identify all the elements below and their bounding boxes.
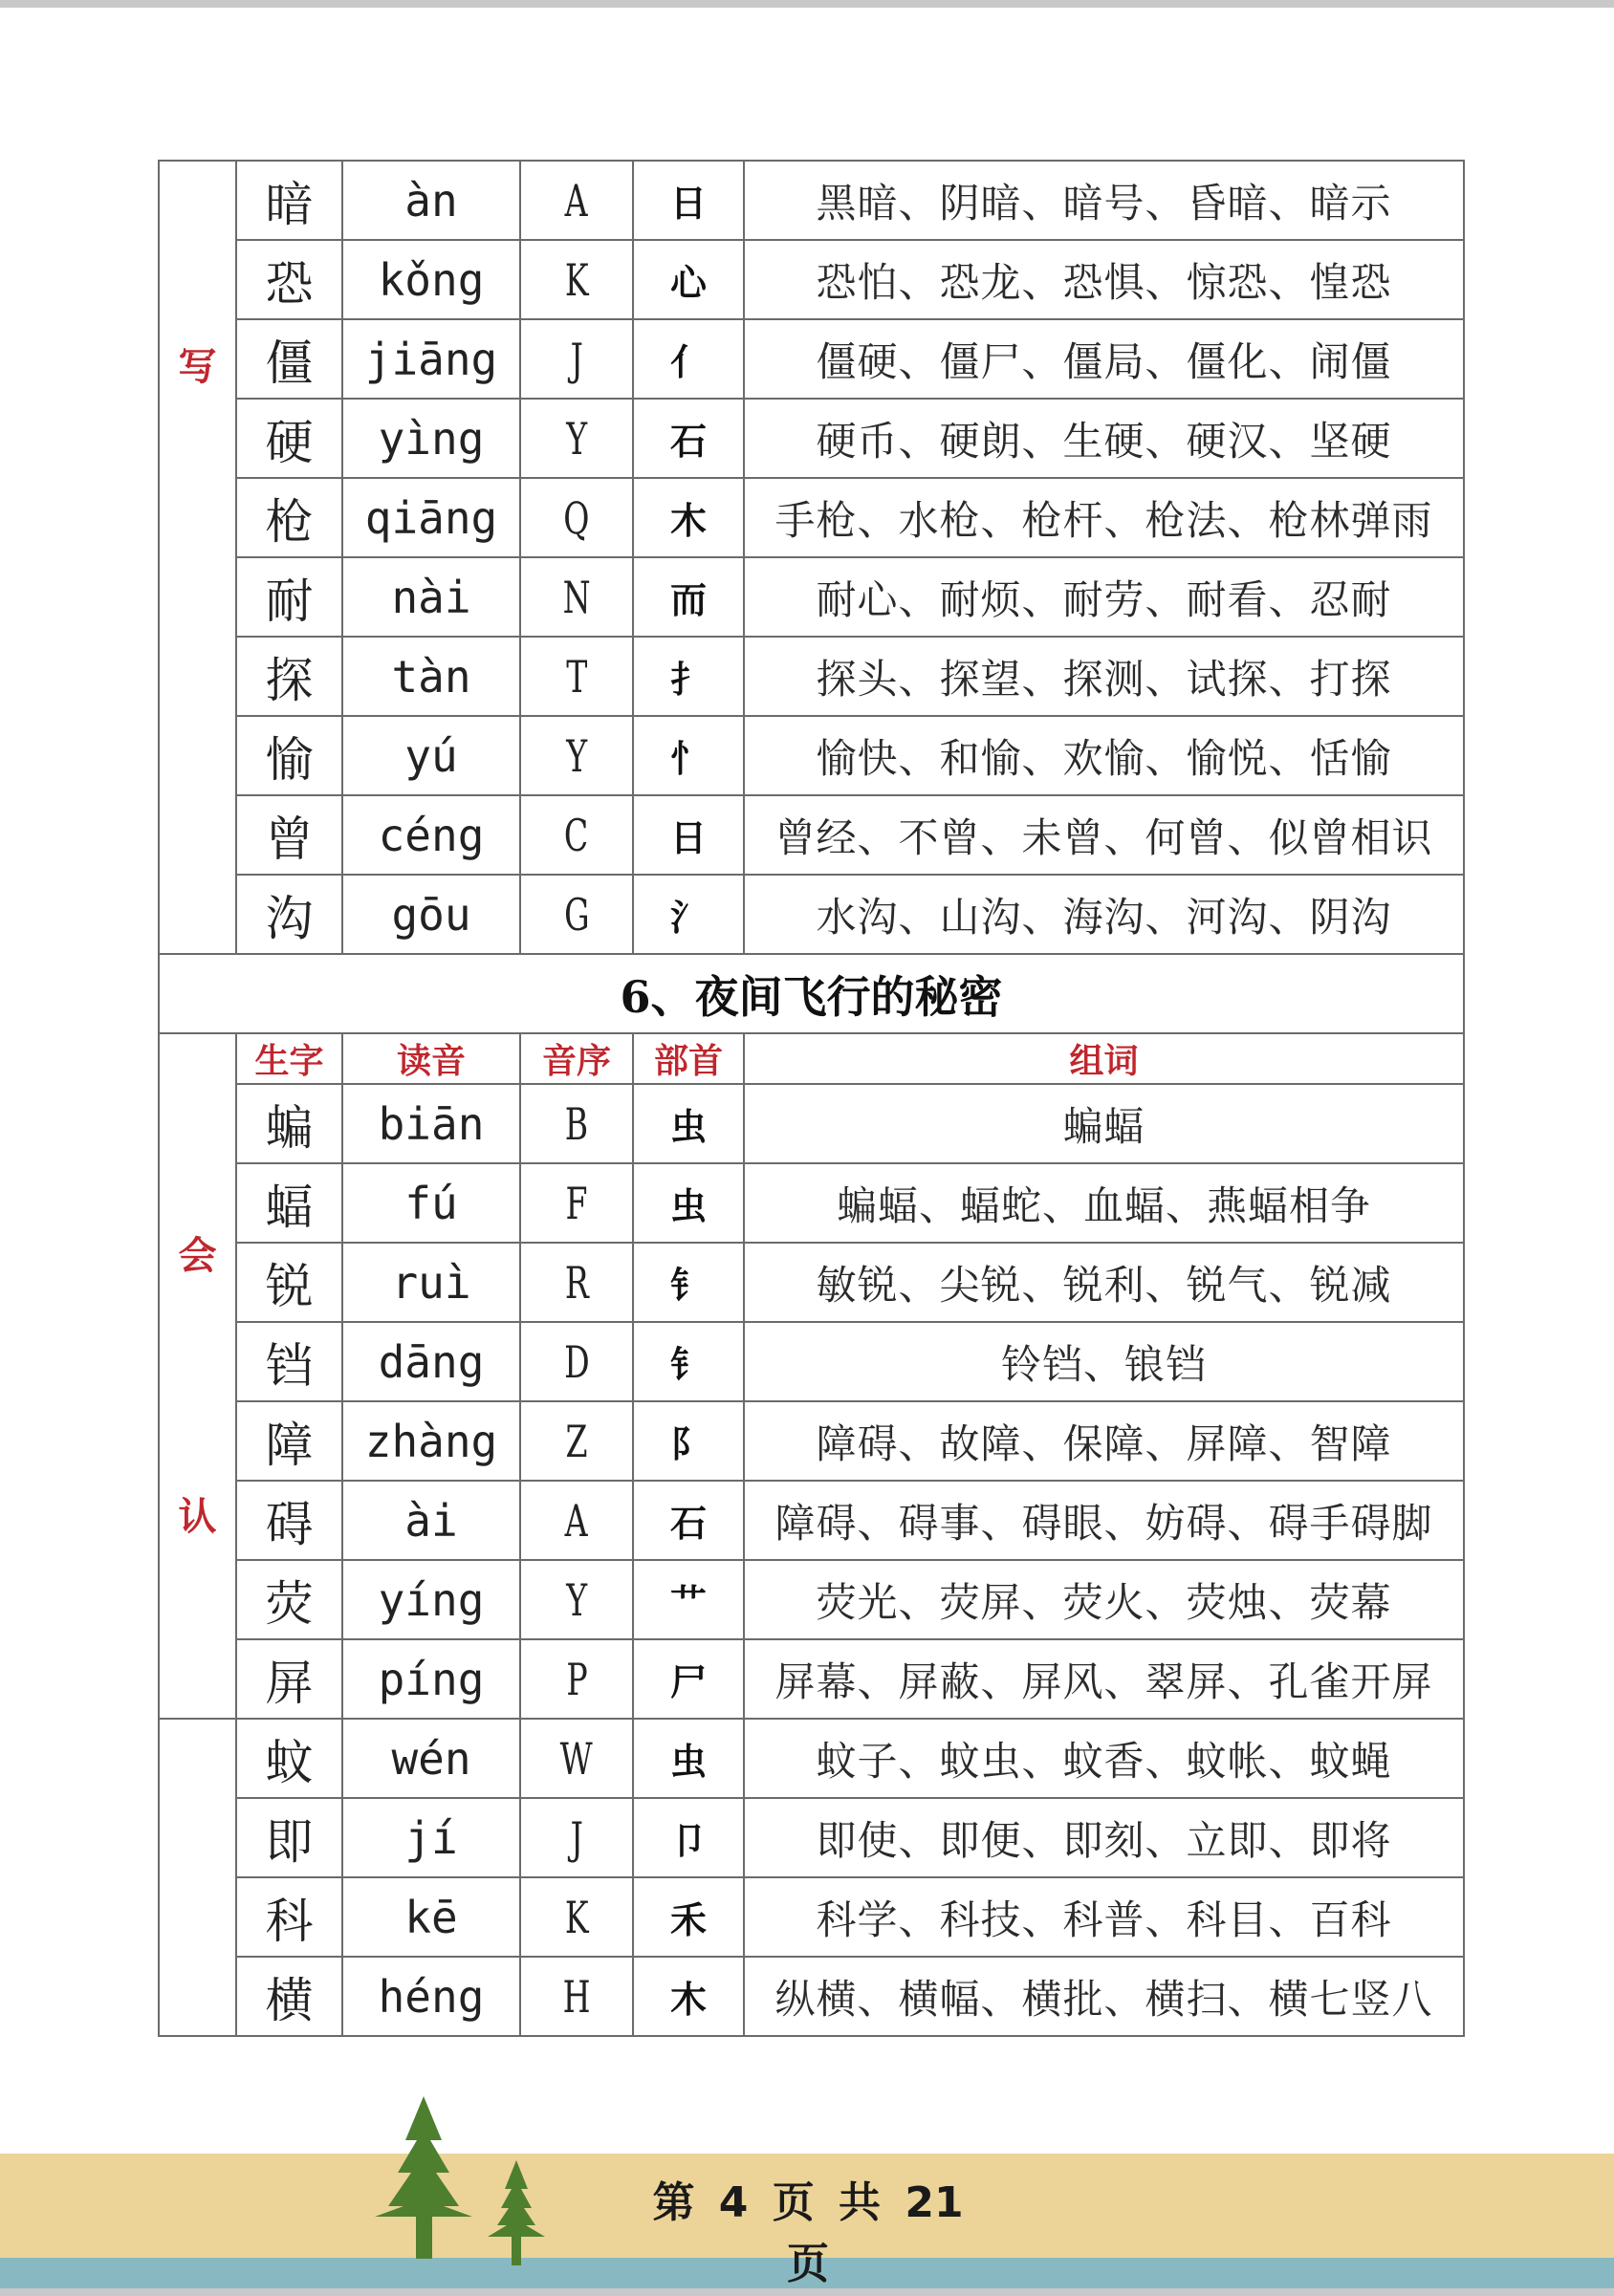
radical-cell: 木 [633, 478, 744, 557]
vocabulary-table [158, 160, 1465, 2037]
radical-cell: 虫 [633, 1163, 744, 1243]
character-cell: 即 [236, 1798, 342, 1877]
pinyin-cell: héng [342, 1957, 520, 2036]
pinyin-cell: ài [342, 1481, 520, 1560]
phonetic-order-cell [520, 1163, 633, 1243]
word-group-cell: 硬币、硬朗、生硬、硬汉、坚硬 [744, 399, 1464, 478]
page-number-label: 第 4 页 共 21 页 [652, 2178, 964, 2288]
radical-cell: 石 [633, 399, 744, 478]
character-cell: 沟 [236, 875, 342, 954]
table-row [159, 240, 1464, 319]
word-group-cell: 愉快、和愉、欢愉、愉悦、恬愉 [744, 716, 1464, 795]
table-row [159, 1481, 1464, 1560]
radical-cell: 木 [633, 1957, 744, 2036]
radical-cell: 阝 [633, 1401, 744, 1481]
table-row [159, 161, 1464, 240]
table-row [159, 1639, 1464, 1719]
order-letter: Y [566, 729, 587, 782]
word-group-cell: 恐怕、恐龙、恐惧、惊恐、惶恐 [744, 240, 1464, 319]
word-group-cell: 手枪、水枪、枪杆、枪法、枪林弹雨 [744, 478, 1464, 557]
table-row [159, 1322, 1464, 1401]
column-header-char: 生字 [236, 1033, 342, 1084]
phonetic-order-cell [520, 161, 633, 240]
character-cell: 耐 [236, 557, 342, 637]
phonetic-order-cell [520, 1084, 633, 1163]
phonetic-order-cell [520, 399, 633, 478]
order-letter: K [564, 1891, 589, 1943]
group-label-cell [159, 1719, 236, 2036]
character-cell: 碍 [236, 1481, 342, 1560]
character-cell: 硬 [236, 399, 342, 478]
phonetic-order-cell [520, 1957, 633, 2036]
order-letter: A [565, 174, 588, 227]
character-cell: 屏 [236, 1639, 342, 1719]
phonetic-order-cell [520, 319, 633, 399]
table-row [159, 1401, 1464, 1481]
word-group-cell: 屏幕、屏蔽、屏风、翠屏、孔雀开屏 [744, 1639, 1464, 1719]
phonetic-order-cell [520, 557, 633, 637]
character-cell: 暗 [236, 161, 342, 240]
table-row [159, 319, 1464, 399]
pinyin-cell: jiāng [342, 319, 520, 399]
radical-cell: 虫 [633, 1084, 744, 1163]
pinyin-cell: jí [342, 1798, 520, 1877]
phonetic-order-cell [520, 1719, 633, 1798]
character-cell: 枪 [236, 478, 342, 557]
group-label-write: 写 [178, 345, 217, 389]
radical-cell: 卩 [633, 1798, 744, 1877]
word-group-cell: 科学、科技、科普、科目、百科 [744, 1877, 1464, 1957]
phonetic-order-cell [520, 795, 633, 875]
pinyin-cell: céng [342, 795, 520, 875]
phonetic-order-cell [520, 478, 633, 557]
word-group-cell: 耐心、耐烦、耐劳、耐看、忍耐 [744, 557, 1464, 637]
pinyin-cell: tàn [342, 637, 520, 716]
order-letter: J [570, 1811, 583, 1864]
order-letter: W [559, 1732, 594, 1785]
phonetic-order-cell [520, 1877, 633, 1957]
word-group-cell: 障碍、碍事、碍眼、妨碍、碍手碍脚 [744, 1481, 1464, 1560]
radical-cell: 禾 [633, 1877, 744, 1957]
character-cell: 蝠 [236, 1163, 342, 1243]
phonetic-order-cell [520, 1639, 633, 1719]
pine-tree-small-icon [486, 2160, 547, 2267]
group-label-recognize-2: 认 [178, 1495, 217, 1539]
word-group-cell: 僵硬、僵尸、僵局、僵化、闹僵 [744, 319, 1464, 399]
pine-tree-large-icon [373, 2096, 474, 2261]
order-letter: F [565, 1177, 588, 1229]
character-cell: 锐 [236, 1243, 342, 1322]
phonetic-order-cell [520, 1798, 633, 1877]
pinyin-cell: wén [342, 1719, 520, 1798]
character-cell: 荧 [236, 1560, 342, 1639]
phonetic-order-cell [520, 1322, 633, 1401]
phonetic-order-cell [520, 1481, 633, 1560]
table-row [159, 1957, 1464, 2036]
pinyin-cell: zhàng [342, 1401, 520, 1481]
word-group-cell: 曾经、不曾、未曾、何曾、似曾相识 [744, 795, 1464, 875]
character-cell: 障 [236, 1401, 342, 1481]
radical-cell: 钅 [633, 1322, 744, 1401]
group-label-cell [159, 161, 236, 954]
word-group-cell: 蚊子、蚊虫、蚊香、蚊帐、蚊蝇 [744, 1719, 1464, 1798]
group-label-cell [159, 1033, 236, 1719]
table-row [159, 1877, 1464, 1957]
character-cell: 愉 [236, 716, 342, 795]
phonetic-order-cell [520, 240, 633, 319]
order-letter: B [564, 1097, 589, 1150]
pinyin-cell: yìng [342, 399, 520, 478]
radical-cell: 尸 [633, 1639, 744, 1719]
radical-cell: 钅 [633, 1243, 744, 1322]
order-letter: N [562, 571, 591, 623]
order-letter: K [564, 253, 589, 306]
table-row [159, 1243, 1464, 1322]
order-letter: J [570, 333, 583, 385]
phonetic-order-cell [520, 1401, 633, 1481]
phonetic-order-cell [520, 716, 633, 795]
top-gray-bar [0, 0, 1614, 8]
character-cell: 曾 [236, 795, 342, 875]
order-letter: A [565, 1494, 588, 1547]
table-row [159, 399, 1464, 478]
character-cell: 科 [236, 1877, 342, 1957]
word-group-cell: 纵横、横幅、横批、横扫、横七竖八 [744, 1957, 1464, 2036]
radical-cell: 虫 [633, 1719, 744, 1798]
pinyin-cell: kē [342, 1877, 520, 1957]
column-header-order: 音序 [520, 1033, 633, 1084]
word-group-cell: 黑暗、阴暗、暗号、昏暗、暗示 [744, 161, 1464, 240]
column-header-words: 组词 [744, 1033, 1464, 1084]
character-cell: 蚊 [236, 1719, 342, 1798]
pinyin-cell: biān [342, 1084, 520, 1163]
radical-cell: 日 [633, 795, 744, 875]
character-cell: 恐 [236, 240, 342, 319]
word-group-cell: 铃铛、锒铛 [744, 1322, 1464, 1401]
word-group-cell: 蝙蝠、蝠蛇、血蝠、燕蝠相争 [744, 1163, 1464, 1243]
order-letter: C [564, 809, 589, 861]
order-letter: R [564, 1256, 589, 1309]
phonetic-order-cell [520, 875, 633, 954]
lesson-title-row [159, 954, 1464, 1033]
table-row [159, 716, 1464, 795]
table-row [159, 1163, 1464, 1243]
radical-cell: 心 [633, 240, 744, 319]
table-row [159, 1798, 1464, 1877]
word-group-cell: 即使、即便、即刻、立即、即将 [744, 1798, 1464, 1877]
column-header-pinyin: 读音 [342, 1033, 520, 1084]
radical-cell: 石 [633, 1481, 744, 1560]
order-letter: H [562, 1970, 591, 2023]
phonetic-order-cell [520, 1243, 633, 1322]
group-label-recognize-1: 会 [178, 1234, 217, 1278]
pinyin-cell: fú [342, 1163, 520, 1243]
table-row [159, 1084, 1464, 1163]
pinyin-cell: nài [342, 557, 520, 637]
radical-cell: 忄 [633, 716, 744, 795]
table-row [159, 478, 1464, 557]
order-letter: Y [566, 1573, 587, 1626]
radical-cell: 亻 [633, 319, 744, 399]
pinyin-cell: yú [342, 716, 520, 795]
column-header-row [159, 1033, 1464, 1084]
pinyin-cell: ruì [342, 1243, 520, 1322]
pinyin-cell: píng [342, 1639, 520, 1719]
word-group-cell: 蝙蝠 [744, 1084, 1464, 1163]
word-group-cell: 障碍、故障、保障、屏障、智障 [744, 1401, 1464, 1481]
table-row [159, 637, 1464, 716]
table-row [159, 557, 1464, 637]
table-row [159, 795, 1464, 875]
radical-cell: 而 [633, 557, 744, 637]
phonetic-order-cell [520, 637, 633, 716]
pinyin-cell: àn [342, 161, 520, 240]
pinyin-cell: kǒng [342, 240, 520, 319]
column-header-radical: 部首 [633, 1033, 744, 1084]
lesson-title: 6、夜间飞行的秘密 [159, 954, 1464, 1033]
radical-cell: 扌 [633, 637, 744, 716]
order-letter: D [563, 1335, 590, 1388]
order-letter: T [565, 650, 588, 703]
table-row [159, 875, 1464, 954]
character-cell: 横 [236, 1957, 342, 2036]
table-row [159, 1560, 1464, 1639]
order-letter: Y [566, 412, 587, 465]
order-letter: Z [565, 1415, 588, 1467]
character-cell: 蝙 [236, 1084, 342, 1163]
word-group-cell: 荧光、荧屏、荧火、荧烛、荧幕 [744, 1560, 1464, 1639]
order-letter: G [563, 888, 590, 941]
phonetic-order-cell [520, 1560, 633, 1639]
radical-cell: 艹 [633, 1560, 744, 1639]
character-cell: 僵 [236, 319, 342, 399]
pinyin-cell: qiāng [342, 478, 520, 557]
character-cell: 铛 [236, 1322, 342, 1401]
word-group-cell: 水沟、山沟、海沟、河沟、阴沟 [744, 875, 1464, 954]
word-group-cell: 探头、探望、探测、试探、打探 [744, 637, 1464, 716]
order-letter: Q [563, 491, 590, 544]
pinyin-cell: dāng [342, 1322, 520, 1401]
table-row [159, 1719, 1464, 1798]
radical-cell: 日 [633, 161, 744, 240]
pinyin-cell: gōu [342, 875, 520, 954]
radical-cell: 氵 [633, 875, 744, 954]
order-letter: P [565, 1653, 588, 1705]
pinyin-cell: yíng [342, 1560, 520, 1639]
word-group-cell: 敏锐、尖锐、锐利、锐气、锐减 [744, 1243, 1464, 1322]
character-cell: 探 [236, 637, 342, 716]
